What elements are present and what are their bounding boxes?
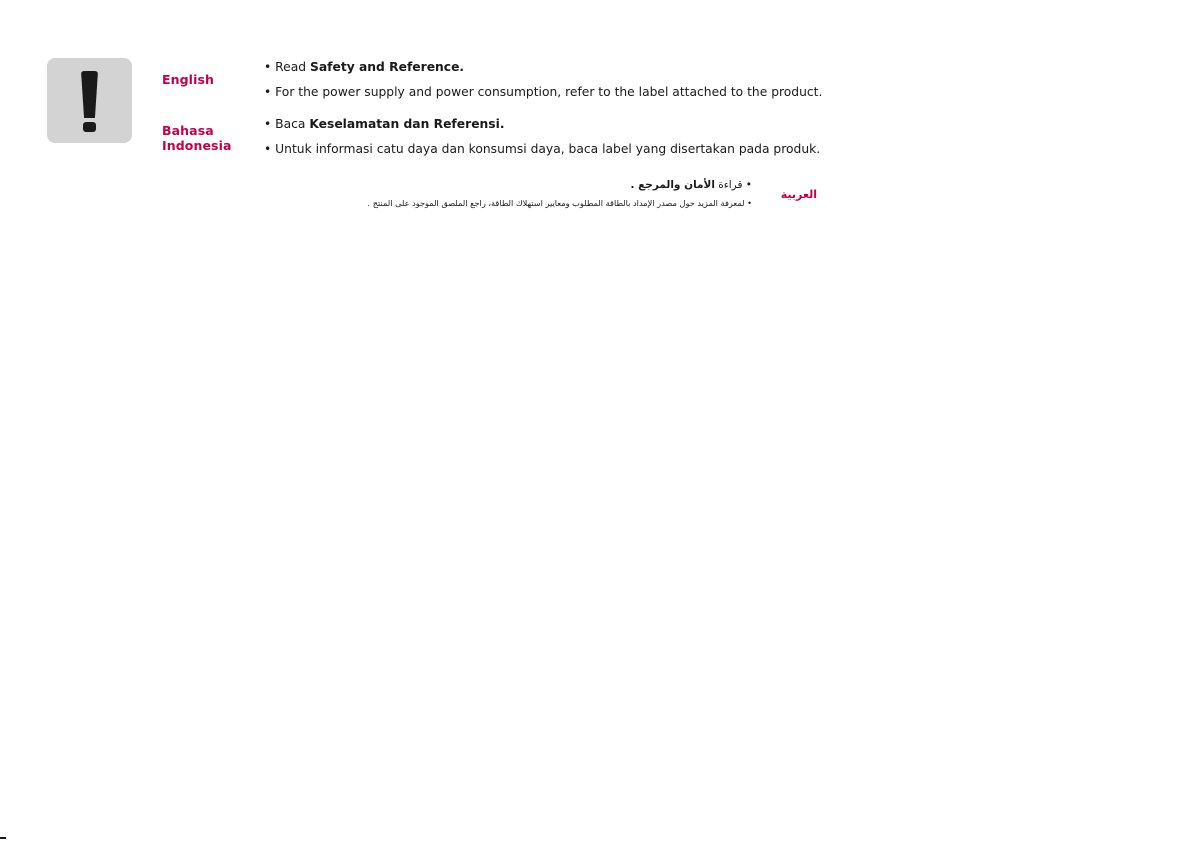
arabic-safety-title: الأمان والمرجع .	[630, 179, 715, 191]
indonesian-read-prefix: • Baca	[264, 117, 310, 131]
indonesian-label-line1: Bahasa	[162, 123, 214, 138]
exclamation-icon	[47, 58, 132, 143]
arabic-read-line	[630, 179, 752, 191]
indonesian-read-line	[264, 116, 505, 132]
arabic-power-line: • لمعرفة المزيد حول مصدر الإمداد بالطاقة المطلوب ومعايير استهلاك الطاقة، راجع الملصق الموجود على المنتج .	[367, 198, 752, 208]
english-label-text: English	[162, 72, 214, 87]
english-power-line: • For the power supply and power consumption, refer to the label attached to the product.	[264, 85, 823, 99]
indonesian-safety-title: Keselamatan dan Referensi.	[309, 117, 505, 131]
english-label	[162, 72, 214, 87]
arabic-read-prefix: • قراءة	[714, 179, 752, 191]
indonesian-label-line2: Indonesia	[162, 138, 232, 153]
arabic-label: العربية	[780, 188, 817, 201]
exclamation-dot	[83, 122, 96, 132]
english-safety-title: Safety and Reference.	[309, 60, 465, 74]
english-read-prefix: • Read	[264, 60, 310, 74]
crop-mark	[0, 837, 6, 839]
indonesian-power-line: • Untuk informasi catu daya dan konsumsi daya, baca label yang disertakan pada produk.	[264, 142, 821, 156]
english-read-line	[264, 59, 464, 75]
exclamation-bar	[81, 71, 98, 118]
indonesian-label	[162, 123, 232, 153]
